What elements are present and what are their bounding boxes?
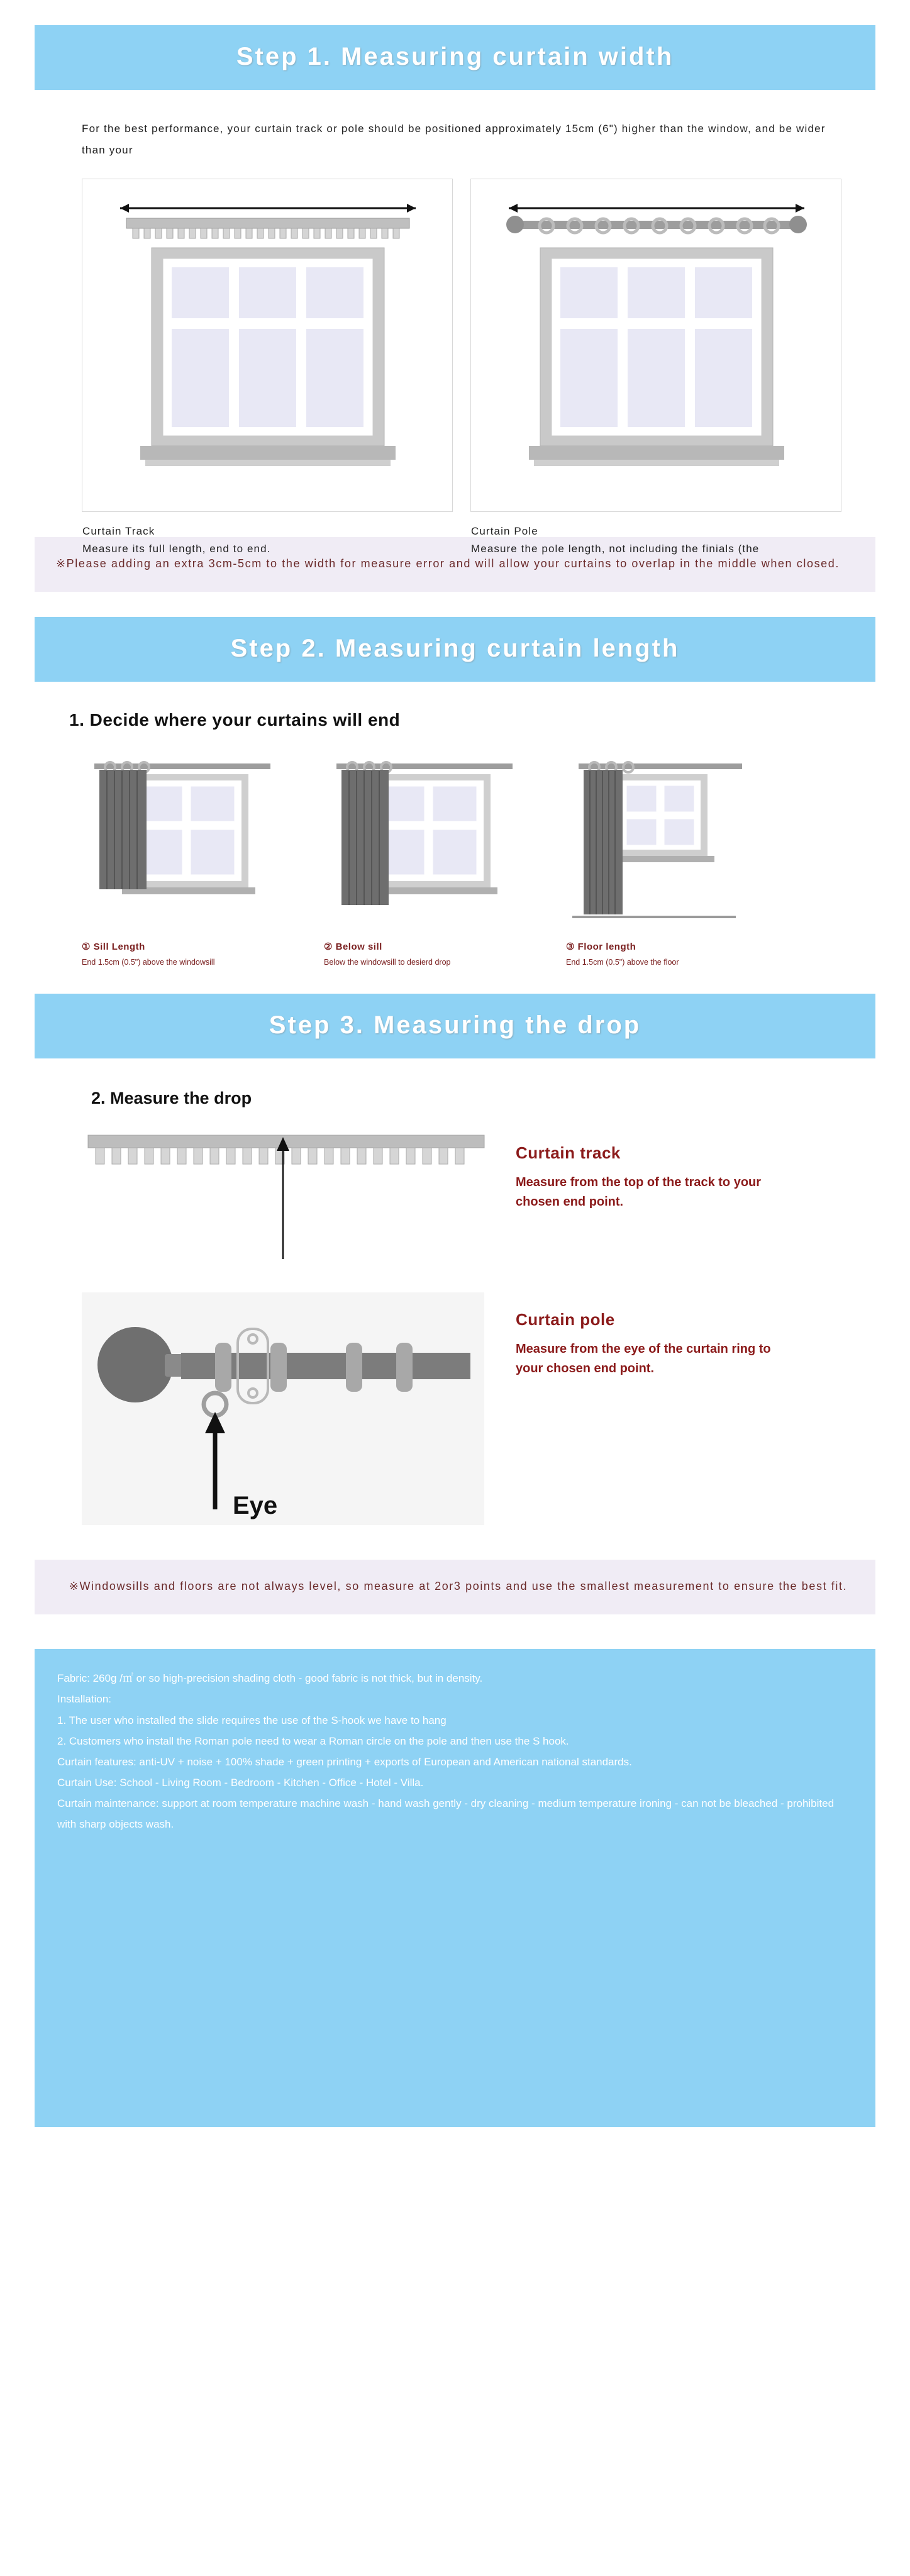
spec-line-use: Curtain Use: School - Living Room - Bedroom - Kitchen - Office - Hotel - Villa. [57,1777,424,1789]
curtain-track-caption [82,523,452,558]
option-floor-length-sub: End 1.5cm (0.5") above the floor [566,958,679,967]
pole-measure-art [82,1292,484,1525]
window-illustration-row [82,179,830,555]
curtain-pole-caption-sub: Measure the pole length, not including the finials (the [471,543,760,555]
pole-measure-body: Measure from the eye of the curtain ring to your chosen end point. [516,1342,771,1376]
option-below-sill [324,752,547,969]
curtain-pole-caption [471,523,841,558]
below-sill-svg [324,752,547,935]
track-measure-body: Measure from the top of the track to your chosen end point. [516,1175,762,1209]
level-note: ※Windowsills and floors are not always level, so measure at 2or3 points and use the smallest measurement to ensure the best fit. [35,1560,875,1614]
spec-line-maintenance: Curtain maintenance: support at room temperature machine wash - hand wash gently - dry cleaning - medium temperature ironing - can not be bleached - prohibited with sharp objects wash. [57,1797,835,1831]
option-sill-length-label: ① Sill Length [82,941,145,953]
step-2-heading: 1. Decide where your curtains will end [69,710,401,730]
track-measure-art [82,1126,484,1264]
curtain-pole-caption-title: Curtain Pole [471,525,538,537]
pole-measure-block [82,1292,910,1525]
product-description-page [0,25,910,2152]
option-below-sill-label: ② Below sill [324,941,382,953]
step-3-banner [35,994,875,1058]
track-window-svg [82,188,453,515]
step-1-banner: Step 1. Measuring curtain width [35,25,875,90]
option-below-sill-sub: Below the windowsill to desierd drop [324,958,451,967]
step-3-title-sub: the drop [525,1011,641,1040]
curtain-track-caption-title: Curtain Track [82,525,155,537]
spec-line-installation: Installation: [57,1693,111,1706]
option-sill-length-sub: End 1.5cm (0.5") above the windowsill [82,958,215,967]
product-spec-block [35,1649,875,2127]
step-3-title-main: Step 3. Measuring [269,1011,517,1040]
track-measure-text [516,1126,786,1212]
spec-line-fabric: Fabric: 260g /㎡ or so high-precision shading cloth - good fabric is not thick, but in density. [57,1672,483,1685]
pole-measure-svg [82,1292,484,1525]
track-measure-svg [82,1126,484,1264]
width-note: ※Please adding an extra 3cm-5cm to the width for measure error and will allow your curtains to overlap in the middle when closed. [35,537,875,592]
track-measure-block [82,1126,910,1264]
spec-line-features: Curtain features: anti-UV + noise + 100% shade + green printing + exports of European and American national standards. [57,1755,632,1768]
pole-window-svg [471,188,842,515]
spec-line-install-2: 2. Customers who install the Roman pole need to wear a Roman circle on the pole and then use the S hook. [57,1735,569,1747]
svg-text:Eye: Eye [233,1492,278,1520]
pole-measure-title: Curtain pole [516,1310,615,1330]
track-measure-title: Curtain track [516,1143,621,1163]
sill-length-svg [82,752,305,935]
floor-length-svg [566,752,789,935]
curtain-track-illustration [82,179,453,555]
step-2-banner: Step 2. Measuring curtain length [35,617,875,682]
option-floor-length [566,752,789,969]
option-sill-length [82,752,305,969]
spec-line-install-1: 1. The user who installed the slide requires the use of the S-hook we have to hang [57,1714,447,1726]
pole-measure-text [516,1292,786,1379]
option-floor-length-label: ③ Floor length [566,941,636,953]
step-1-intro: For the best performance, your curtain track or pole should be positioned approximately 15cm (6") higher than the window, and be wider than your [82,123,826,156]
curtain-pole-illustration [470,179,841,555]
step-3-heading: 2. Measure the drop [91,1089,252,1108]
curtain-length-options [82,752,910,969]
curtain-track-caption-sub: Measure its full length, end to end. [82,543,271,555]
